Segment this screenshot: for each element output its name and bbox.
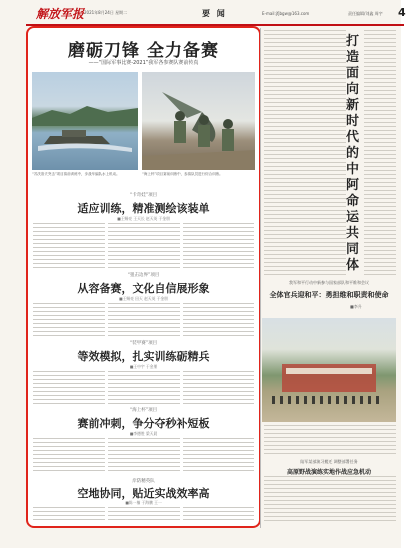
feature-title: 磨砺刀锋 全力备赛: [68, 41, 219, 61]
page-number: 4: [398, 6, 406, 19]
column-divider: [260, 28, 261, 528]
bottom-news-body-text: [264, 476, 396, 522]
soldiers-illustration: [142, 72, 255, 170]
section-byline: ■王赐亮 王天长 赵天英 于金朋: [117, 216, 170, 221]
body-text-columns: [33, 371, 254, 405]
photo-training-soldiers: [142, 72, 255, 170]
body-text-columns: [33, 507, 254, 523]
section-headline: 赛前冲刺，争分夺秒补短板: [77, 417, 210, 430]
contact-email: E-mail:jfjbgw@163.com: [262, 11, 310, 16]
masthead: 解放军报: [36, 7, 85, 21]
section-kicker: “狙击边界”项目: [127, 273, 160, 278]
page-header: [26, 4, 404, 26]
section-kicker: “装甲赛”项目: [129, 341, 158, 346]
amphibious-vehicle-illustration: [32, 72, 138, 170]
section-label: 要 闻: [202, 9, 227, 18]
bottom-news-kicker: 陆军某部演习搬迁 调整部署任务: [300, 459, 358, 464]
section-headline: 从容备赛，文化自信展形象: [77, 282, 210, 295]
section-kicker: “海上杯”项目: [129, 408, 158, 413]
news-photo-ceremony: [262, 318, 396, 422]
section-headline: 空地协同，贴近实战效率高: [77, 487, 210, 500]
news-headline: 全体官兵迎和平：勇担维和职责和使命: [269, 291, 389, 299]
section-byline: ■李德胜 梁天晨: [129, 431, 158, 436]
section-byline: ■王中宇 于金朋: [129, 364, 158, 369]
photo-amphibious-vehicle: [32, 72, 138, 170]
side-article-title: 打造面向新时代的中阿命运共同体: [346, 34, 360, 273]
body-text-columns: [33, 303, 254, 337]
side-article-author: ■李升: [350, 304, 362, 309]
photo-caption: “苏沃洛夫突击”项目赛前训练中，步战车编队水上机动。: [32, 172, 120, 176]
section-headline: 适应训练，精准测绘该装单: [77, 202, 210, 215]
section-kicker: 岸防精英队: [132, 479, 155, 484]
bottom-news-headline: 高原野战演练实地作战应急机动: [286, 469, 371, 476]
feature-subtitle: ——“国际军事比赛-2021”我军各参赛队赛前传真: [88, 60, 199, 66]
section-kicker: “卡奇娃”项目: [129, 193, 158, 198]
feature-article-box: [26, 26, 261, 528]
body-text-columns: [33, 223, 254, 269]
issue-date: 2021年8月24日 星期二: [84, 10, 128, 15]
news-body-text: [264, 425, 396, 455]
section-byline: ■王赐亮 田天 赵天英 于金朋: [119, 296, 168, 301]
side-body-text: [364, 30, 396, 278]
ceremony-illustration: [262, 318, 396, 422]
side-body-text: [305, 30, 346, 278]
side-body-text: [264, 30, 305, 278]
news-kicker: 我军和平行动中新参与国家部队和平维和会议: [289, 280, 369, 285]
photo-caption: “海上杯”项目赛前训练中，参赛队员进行综合训练。: [142, 172, 223, 176]
section-headline: 等效模拟，扎实训练砺精兵: [77, 350, 210, 363]
body-text-columns: [33, 438, 254, 474]
editor-credit: 责任编辑/刘鑫 周宇: [348, 11, 383, 16]
section-byline: ■陈一楠 于海鹏 王一: [125, 500, 162, 505]
